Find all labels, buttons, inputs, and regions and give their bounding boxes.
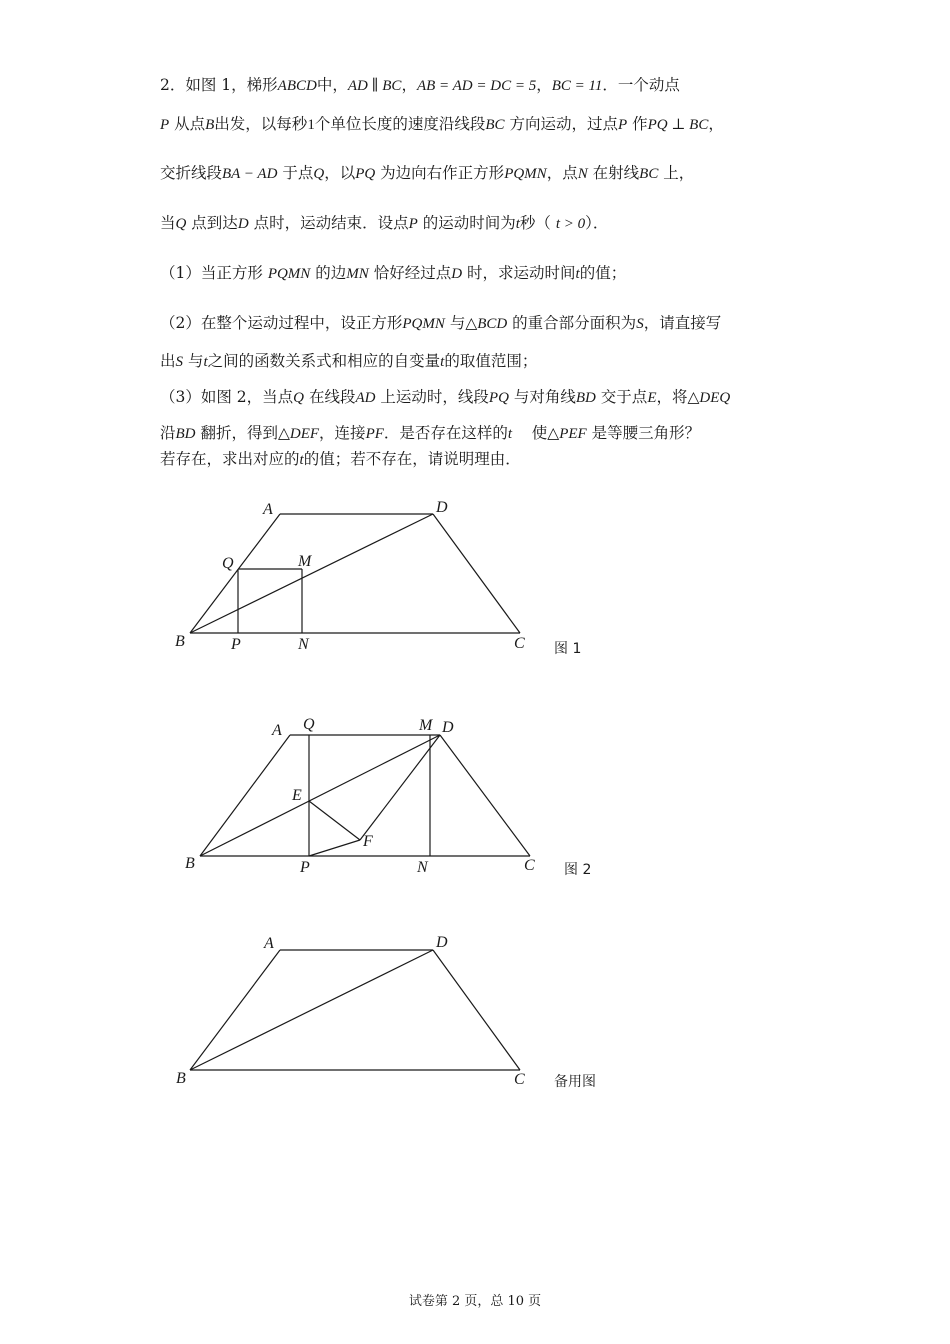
text: 出发，以每秒 — [214, 115, 308, 133]
label-N: N — [417, 859, 428, 876]
math: AB = AD = DC = 5 — [416, 78, 537, 94]
math: P — [408, 216, 418, 232]
math: Q — [175, 216, 187, 232]
text: ， — [708, 115, 724, 133]
math: BCD — [477, 316, 508, 332]
label-P: P — [300, 859, 310, 876]
text: （2）在整个运动过程中，设正方形 — [160, 314, 403, 332]
text: ， — [536, 76, 552, 94]
text: 翻折，得到△ — [200, 424, 290, 442]
math: PQMN — [402, 316, 445, 332]
text: 点时，运动结束．设点 — [253, 214, 409, 232]
label-F: F — [363, 833, 373, 850]
math: BD — [575, 390, 596, 406]
math: PQ ⊥ BC — [647, 117, 709, 133]
label-P: P — [231, 636, 241, 653]
math: BA − AD — [222, 166, 278, 182]
text: 的值； — [579, 264, 627, 282]
label-E: E — [292, 787, 302, 804]
text: 的值；若不存在，请说明理由． — [303, 450, 521, 468]
text: 当 — [160, 214, 176, 232]
math: B — [205, 117, 215, 133]
math: P — [617, 117, 628, 133]
math: PQ — [355, 166, 376, 182]
text: 沿 — [160, 424, 176, 442]
math: PQ — [488, 390, 509, 406]
segment-BD — [190, 950, 433, 1070]
math: t — [575, 266, 580, 282]
label-Q: Q — [303, 716, 315, 733]
math: S — [175, 354, 184, 370]
figure-caption: 备用图 — [554, 1074, 596, 1090]
text: ，点 — [546, 164, 578, 182]
label-N: N — [298, 636, 309, 653]
text: 作 — [632, 115, 648, 133]
math: N — [577, 166, 588, 182]
math: BD — [175, 426, 196, 442]
text: 的重合部分面积为 — [512, 314, 637, 332]
label-C: C — [514, 1071, 525, 1088]
math: 1 — [307, 117, 315, 133]
text: ．是否存在这样的 — [383, 424, 508, 442]
label-A: A — [264, 935, 274, 952]
math: PF — [365, 426, 384, 442]
text: ， — [401, 76, 417, 94]
text: ，以 — [324, 164, 356, 182]
math: t — [203, 354, 208, 370]
text: 上运动时，线段 — [380, 388, 489, 406]
text: ．一个动点 — [602, 76, 680, 94]
text: 时，求运动时间 — [467, 264, 576, 282]
text: ，将△ — [656, 388, 700, 406]
math: S — [636, 316, 644, 332]
label-D: D — [436, 499, 448, 516]
text: 中， — [316, 76, 348, 94]
text: 从点 — [174, 115, 206, 133]
label-B: B — [185, 855, 195, 872]
text: 个单位长度的速度沿线段 — [314, 115, 486, 133]
math: P — [160, 117, 170, 133]
text: 在射线 — [592, 164, 640, 182]
math: E — [647, 390, 657, 406]
math: t — [299, 452, 304, 468]
math: AD ∥ BC — [347, 78, 402, 94]
math: ABCD — [277, 78, 317, 94]
figure-caption: 图 1 — [554, 641, 582, 657]
text: 2．如图 1，梯形 — [160, 76, 278, 94]
text: 为边向右作正方形 — [380, 164, 505, 182]
math: Q — [313, 166, 325, 182]
text: ，请直接写 — [643, 314, 722, 332]
label-C: C — [524, 857, 535, 874]
text: 之间的函数关系式和相应的自变量 — [207, 352, 441, 370]
text: 与△ — [449, 314, 478, 332]
text: 上， — [663, 164, 695, 182]
page-footer: 试卷第 2 页，总 10 页 — [408, 1294, 542, 1309]
figure-caption: 图 2 — [564, 862, 592, 878]
math: t — [507, 426, 513, 442]
text: ，连接 — [319, 424, 366, 442]
math: PEF — [559, 426, 587, 442]
text: （3）如图 2，当点 — [160, 388, 294, 406]
label-A: A — [263, 501, 273, 518]
math: PQMN — [504, 166, 547, 182]
text: 恰好经过点 — [373, 264, 452, 282]
text: 的运动时间为 — [422, 214, 516, 232]
math: DEF — [289, 426, 320, 442]
text: 使△ — [531, 424, 560, 442]
text: 与对角线 — [513, 388, 576, 406]
text: 交于点 — [600, 388, 648, 406]
label-C: C — [514, 635, 525, 652]
text: 交折线段 — [160, 164, 223, 182]
label-M: M — [419, 717, 433, 734]
text: ）． — [585, 214, 609, 232]
math: t > 0 — [555, 216, 586, 232]
label-D: D — [442, 719, 454, 736]
math: BC — [639, 166, 659, 182]
text: 是等腰三角形？ — [591, 424, 701, 442]
math: AD — [355, 390, 376, 406]
text: 于点 — [282, 164, 314, 182]
label-Q: Q — [222, 555, 234, 572]
text: 出 — [160, 352, 176, 370]
math: D — [451, 266, 463, 282]
text: 的取值范围； — [444, 352, 538, 370]
math: Q — [293, 390, 304, 406]
text: 与 — [187, 352, 204, 370]
label-M: M — [298, 553, 312, 570]
segment-AB — [190, 950, 280, 1070]
label-D: D — [436, 934, 448, 951]
text: 方向运动，过点 — [509, 115, 618, 133]
text: 在线段 — [308, 388, 356, 406]
text: 秒（ — [519, 214, 551, 232]
math: BC — [485, 117, 505, 133]
math: BC = 11 — [551, 78, 603, 94]
text: 若存在，求出对应的 — [160, 450, 300, 468]
label-B: B — [176, 1070, 186, 1087]
text: （1）当正方形 — [160, 264, 263, 282]
label-B: B — [175, 633, 185, 650]
math: D — [237, 216, 249, 232]
math: DEQ — [699, 390, 731, 406]
math: MN — [346, 266, 369, 282]
math: t — [515, 216, 520, 232]
text: 的边 — [315, 264, 347, 282]
segment-DC — [433, 950, 520, 1070]
label-A: A — [272, 722, 282, 739]
math: PQMN — [267, 266, 311, 282]
text: 点到达 — [191, 214, 238, 232]
math: t — [440, 354, 445, 370]
